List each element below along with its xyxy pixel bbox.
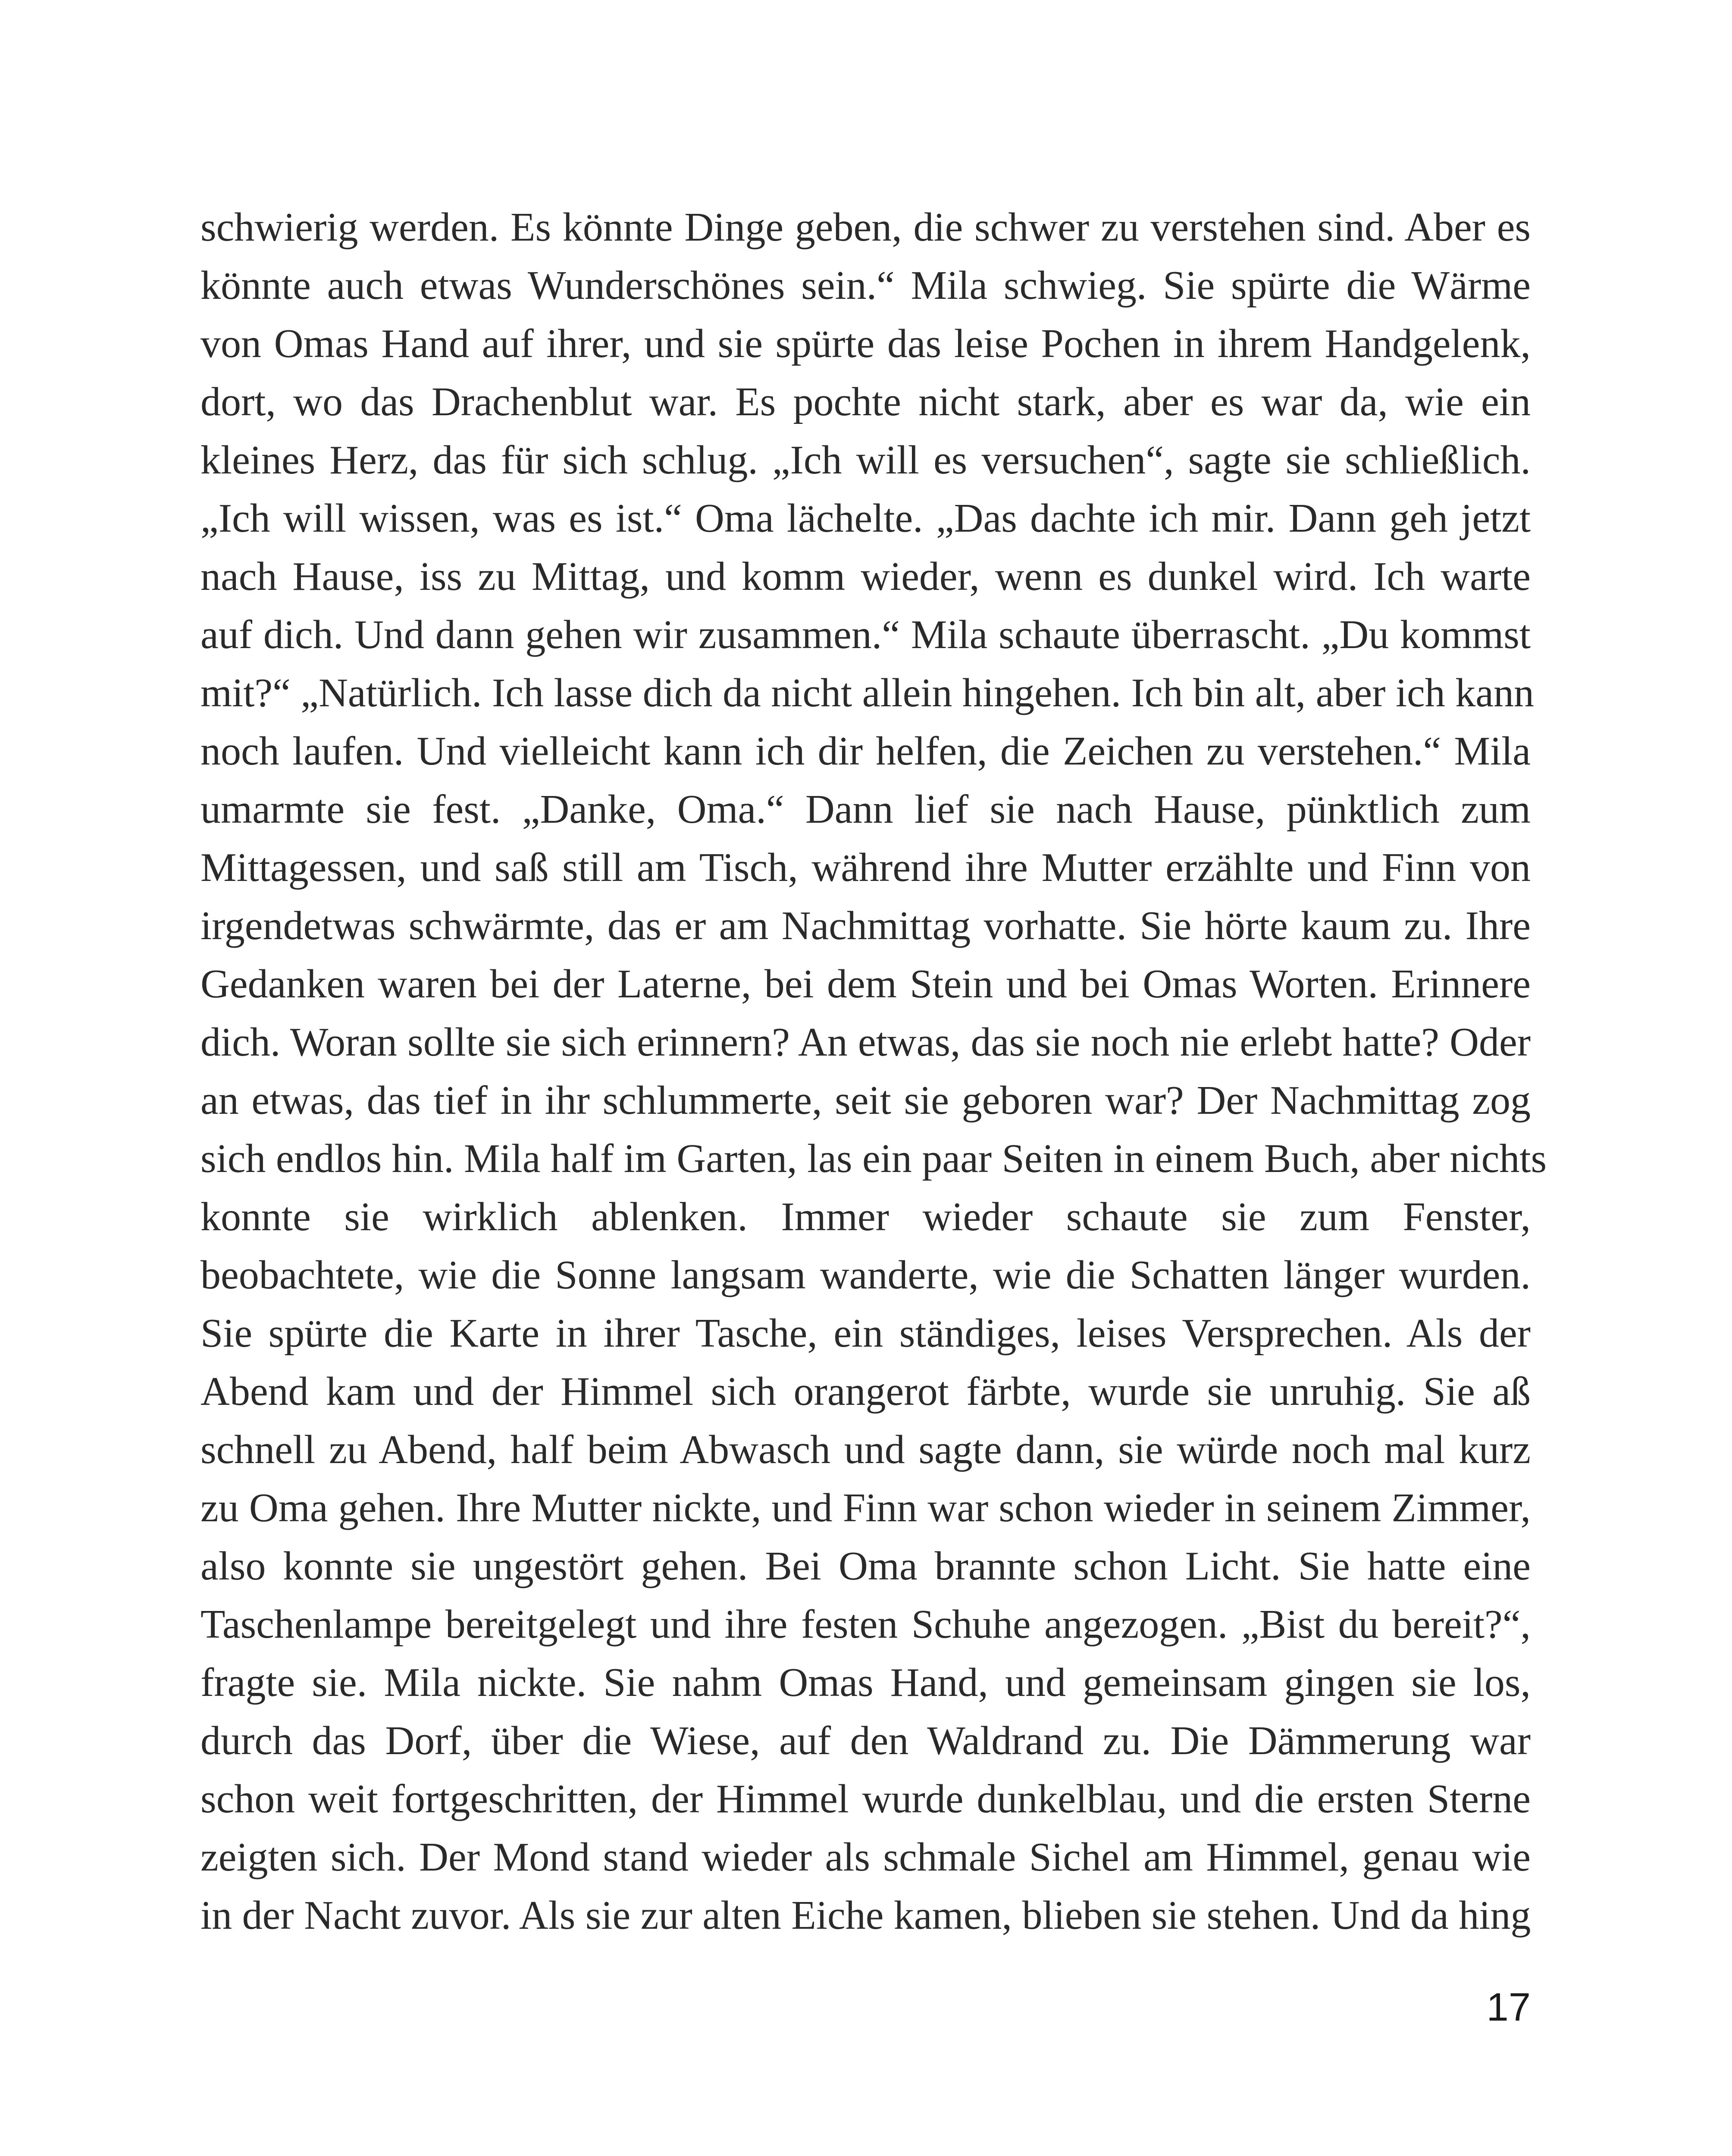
text-line: irgendetwas schwärmte, das er am Nachmittag vorhatte. Sie hörte kaum zu. Ihre <box>200 903 1531 948</box>
text-line: noch laufen. Und vielleicht kann ich dir helfen, die Zeichen zu verstehen.“ Mila <box>200 729 1531 774</box>
text-line: also konnte sie ungestört gehen. Bei Oma brannte schon Licht. Sie hatte eine <box>200 1544 1531 1589</box>
text-line: Abend kam und der Himmel sich orangerot färbte, wurde sie unruhig. Sie aß <box>200 1369 1531 1414</box>
text-line: an etwas, das tief in ihr schlummerte, seit sie geboren war? Der Nachmittag zog <box>200 1078 1531 1123</box>
text-line: Taschenlampe bereitgelegt und ihre festen Schuhe angezogen. „Bist du bereit?“, <box>200 1602 1531 1647</box>
text-line: schon weit fortgeschritten, der Himmel wurde dunkelblau, und die ersten Sterne <box>200 1777 1531 1821</box>
text-line: durch das Dorf, über die Wiese, auf den Waldrand zu. Die Dämmerung war <box>200 1718 1531 1763</box>
text-line: „Ich will wissen, was es ist.“ Oma lächelte. „Das dachte ich mir. Dann geh jetzt <box>200 496 1531 541</box>
text-line: dort, wo das Drachenblut war. Es pochte nicht stark, aber es war da, wie ein <box>200 379 1531 424</box>
text-line: beobachtete, wie die Sonne langsam wanderte, wie die Schatten länger wurden. <box>200 1253 1531 1297</box>
text-line: sich endlos hin. Mila half im Garten, las ein paar Seiten in einem Buch, aber nichts <box>200 1136 1547 1181</box>
text-line: von Omas Hand auf ihrer, und sie spürte das leise Pochen in ihrem Handgelenk, <box>200 321 1531 366</box>
text-line: zeigten sich. Der Mond stand wieder als schmale Sichel am Himmel, genau wie <box>200 1835 1531 1880</box>
text-line: zu Oma gehen. Ihre Mutter nickte, und Finn war schon wieder in seinem Zimmer, <box>200 1485 1531 1530</box>
text-line: umarmte sie fest. „Danke, Oma.“ Dann lief sie nach Hause, pünktlich zum <box>200 787 1531 832</box>
text-line: mit?“ „Natürlich. Ich lasse dich da nicht allein hingehen. Ich bin alt, aber ich kann <box>200 671 1535 715</box>
text-line: in der Nacht zuvor. Als sie zur alten Eiche kamen, blieben sie stehen. Und da hing <box>200 1893 1531 1938</box>
page-number: 17 <box>1486 1985 1531 2029</box>
text-line: Mittagessen, und saß still am Tisch, während ihre Mutter erzählte und Finn von <box>200 845 1531 890</box>
text-line: fragte sie. Mila nickte. Sie nahm Omas Hand, und gemeinsam gingen sie los, <box>200 1660 1531 1705</box>
text-line: schnell zu Abend, half beim Abwasch und sagte dann, sie würde noch mal kurz <box>200 1427 1531 1472</box>
text-line: konnte sie wirklich ablenken. Immer wieder schaute sie zum Fenster, <box>200 1194 1531 1239</box>
text-line: Gedanken waren bei der Laterne, bei dem Stein und bei Omas Worten. Erinnere <box>200 962 1531 1006</box>
text-line: dich. Woran sollte sie sich erinnern? An etwas, das sie noch nie erlebt hatte? Oder <box>200 1020 1531 1065</box>
text-line: könnte auch etwas Wunderschönes sein.“ Mila schwieg. Sie spürte die Wärme <box>200 263 1531 308</box>
body-text <box>200 198 1547 1945</box>
text-line: Sie spürte die Karte in ihrer Tasche, ein ständiges, leises Versprechen. Als der <box>200 1311 1531 1356</box>
text-line: auf dich. Und dann gehen wir zusammen.“ Mila schaute überrascht. „Du kommst <box>200 612 1531 657</box>
text-line: nach Hause, iss zu Mittag, und komm wieder, wenn es dunkel wird. Ich warte <box>200 554 1531 599</box>
text-line: kleines Herz, das für sich schlug. „Ich will es versuchen“, sagte sie schließlich. <box>200 438 1531 483</box>
text-line: schwierig werden. Es könnte Dinge geben, die schwer zu verstehen sind. Aber es <box>200 205 1531 250</box>
